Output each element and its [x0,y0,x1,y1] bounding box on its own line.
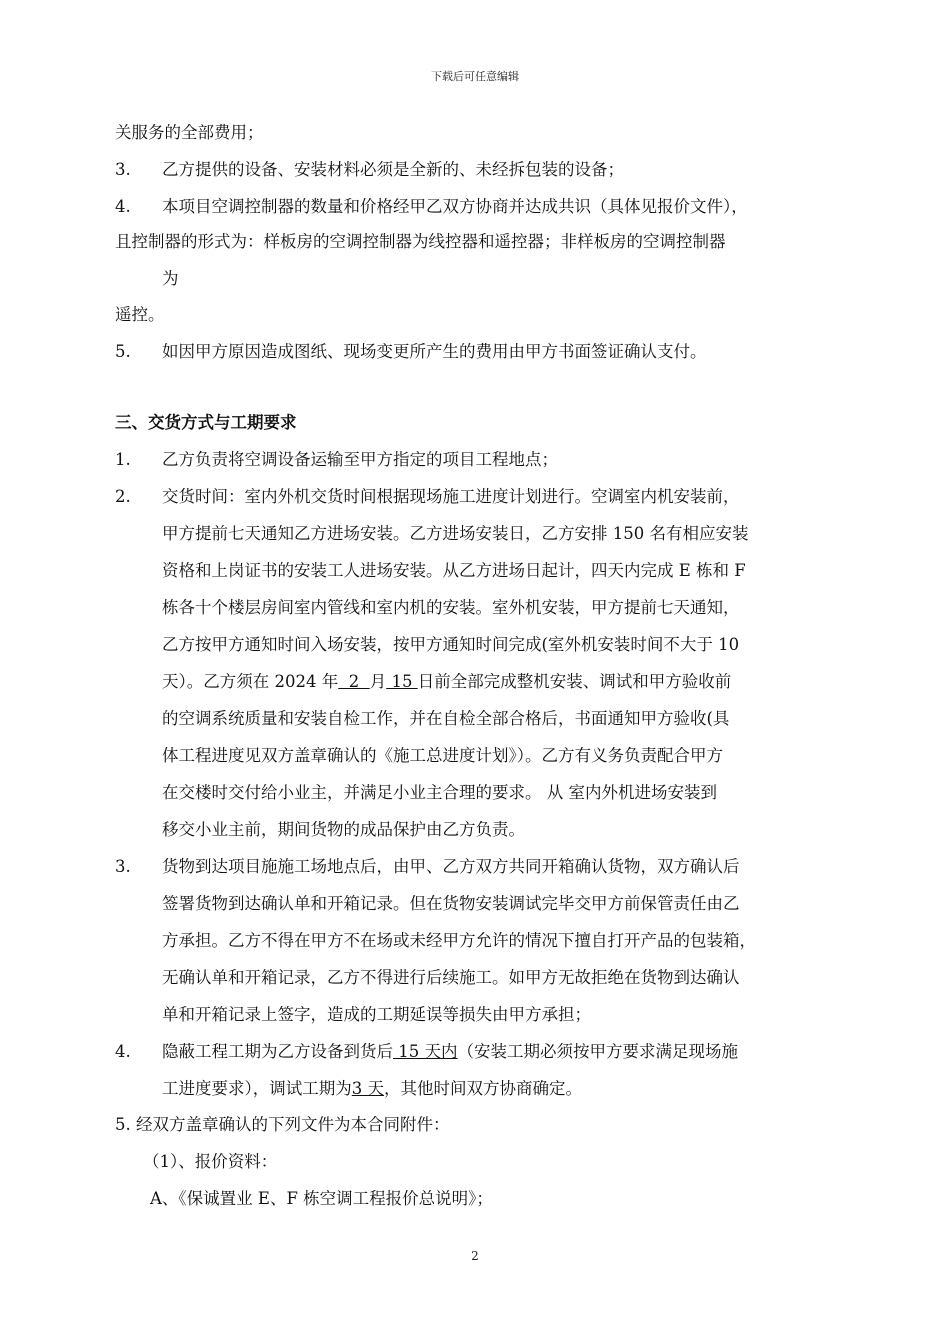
sub-list-item: （1）、报价资料： [143,1152,278,1171]
paragraph-line: 签署货物到达确认单和开箱记录。但在货物安装调试完毕交甲方前保管责任由乙 [162,894,740,913]
list-number: 4. [115,197,131,216]
paragraph-line: 移交小业主前，期间货物的成品保护由乙方负责。 [162,820,525,839]
text-segment: 月 [369,672,387,691]
paragraph-line: 乙方按甲方通知时间入场安装，按甲方通知时间完成(室外机安装时间不大于 10 [162,635,740,654]
text-segment: 工进度要求），调试工期为 [162,1079,352,1098]
sub-list-item: A、《保诚置业 E、F 栋空调工程报价总说明》； [150,1189,493,1208]
list-item-text: 交货时间：室内外机交货时间根据现场施工进度计划进行。空调室内机安装前， [162,487,740,506]
paragraph-line: 且控制器的形式为：样板房的空调控制器为线控器和遥控器；非样板房的空调控制器 [115,232,726,251]
list-item-text: 如因甲方原因造成图纸、现场变更所产生的费用由甲方书面签证确认支付。 [162,342,707,361]
text-segment: 天）。乙方须在 2024 年 [162,672,339,691]
paragraph-line: 甲方提前七天通知乙方进场安装。乙方进场安装日，乙方安排 150 名有相应安装 [162,524,749,543]
paragraph-line: 方承担。乙方不得在甲方不在场或未经甲方允许的情况下擅自打开产品的包装箱， [162,931,756,950]
debug-period-blank: 3 天 [351,1079,384,1098]
list-item-text: 5. 经双方盖章确认的下列文件为本合同附件： [115,1115,450,1134]
paragraph-line [162,1079,582,1099]
page-header: 下载后可任意编辑 [431,70,519,83]
list-item-text [162,1042,738,1062]
paragraph-line: 资格和上岗证书的安装工人进场安装。从乙方进场日起计，四天内完成 E 栋和 F [162,561,746,580]
text-segment: ，其他时间双方协商确定。 [384,1079,582,1098]
paragraph-line: 栋各十个楼层房间室内管线和室内机的安装。室外机安装，甲方提前七天通知， [162,598,740,617]
text-segment: （安装工期必须按甲方要求满足现场施 [457,1042,738,1061]
text-segment: 日前全部完成整机安装、调试和甲方验收前 [417,672,732,691]
paragraph-line: 无确认单和开箱记录，乙方不得进行后续施工。如甲方无故拒绝在货物到达确认 [162,968,740,987]
paragraph-line: 的空调系统质量和安装自检工作，并在自检全部合格后，书面通知甲方验收(具 [162,709,730,728]
list-number: 4. [115,1042,131,1061]
list-number: 3. [115,160,131,179]
list-number: 5. [115,342,131,361]
text-segment: 隐蔽工程工期为乙方设备到货后 [162,1042,393,1061]
paragraph-line: 关服务的全部费用； [115,123,264,142]
page-number: 2 [471,1249,479,1263]
paragraph-line: 单和开箱记录上签字，造成的工期延误等损失由甲方承担； [162,1005,591,1024]
paragraph-line: 体工程进度见双方盖章确认的《施工总进度计划》）。乙方有义务负责配合甲方 [162,746,723,765]
list-item-text: 货物到达项目施施工场地点后，由甲、乙方双方共同开箱确认货物，双方确认后 [162,857,740,876]
paragraph-line: 在交楼时交付给小业主，并满足小业主合理的要求。 从 室内外机进场安装到 [162,783,717,802]
period-blank: 15 天内 [393,1042,458,1061]
paragraph-line: 为 [162,269,179,288]
list-item-text: 本项目空调控制器的数量和价格经甲乙双方协商并达成共识（具体见报价文件）， [162,197,748,216]
paragraph-line: 遥控。 [115,305,165,324]
list-number: 1. [115,450,131,469]
list-item-text: 乙方提供的设备、安装材料必须是全新的、未经拆包装的设备； [162,160,624,179]
paragraph-line [162,672,731,692]
list-number: 3. [115,857,131,876]
list-number: 2. [115,487,131,506]
list-item-text: 乙方负责将空调设备运输至甲方指定的项目工程地点； [162,450,558,469]
section-heading: 三、交货方式与工期要求 [115,413,297,432]
day-blank: 15 [386,672,418,691]
month-blank: 2 [338,672,370,691]
